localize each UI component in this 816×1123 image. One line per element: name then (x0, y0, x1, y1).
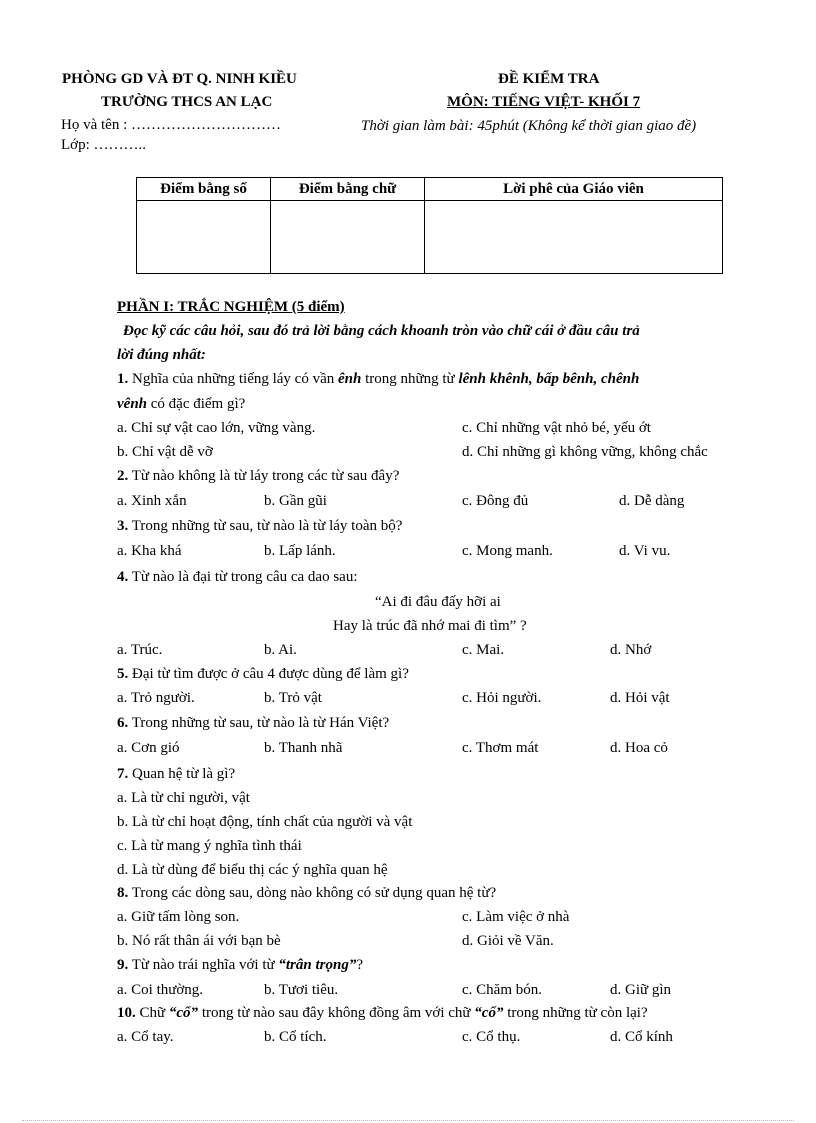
answer-row (117, 444, 762, 466)
answer-option-a[interactable]: a. Là từ chỉ người, vật (117, 790, 250, 806)
answer-option-b[interactable]: b. Thanh nhã (264, 740, 343, 756)
answer-option-c[interactable]: c. Cổ thụ. (462, 1029, 521, 1045)
exam-time (361, 118, 696, 135)
question-1 (117, 371, 639, 388)
answer-option-c[interactable]: c. Là từ mang ý nghĩa tình thái (117, 838, 302, 854)
question-text: trong những từ (361, 371, 459, 387)
student-name-field: Họ và tên : ………………………… (61, 117, 281, 133)
grade-col-comment: Lời phê của Giáo viên (425, 178, 723, 201)
answer-row (117, 690, 762, 712)
answer-row (117, 420, 762, 442)
answer-option-b[interactable]: b. Gần gũi (264, 493, 327, 509)
answer-row (117, 909, 762, 931)
answer-row (117, 933, 762, 955)
question-text: Từ nào không là từ láy trong các từ sau đây? (128, 468, 400, 484)
answer-option-b[interactable]: b. Cổ tích. (264, 1029, 327, 1045)
question-number: 4. (117, 569, 129, 585)
question-emphasis: lênh khênh, bấp bênh, chênh (458, 371, 640, 387)
question-8 (117, 885, 496, 902)
school-department: PHÒNG GD VÀ ĐT Q. NINH KIỀU (62, 71, 297, 87)
question-4 (117, 569, 358, 586)
instruction-line-2: lời đúng nhất: (117, 347, 206, 363)
question-9 (117, 957, 363, 974)
question-number: 6. (117, 715, 129, 731)
question-emphasis: vênh (117, 396, 147, 412)
grade-col-number: Điểm bằng số (137, 178, 271, 201)
answer-option-a[interactable]: a. Trúc. (117, 642, 163, 658)
question-number: 5. (117, 666, 129, 682)
answer-option-d[interactable]: d. Hoa cỏ (610, 740, 668, 756)
answer-option-c[interactable]: c. Làm việc ở nhà (462, 909, 570, 925)
answer-option-b[interactable]: b. Tươi tiêu. (264, 982, 339, 998)
answer-option-a[interactable]: a. Kha khá (117, 543, 182, 559)
grade-cell-number (137, 201, 271, 274)
grade-cell-words (271, 201, 425, 274)
answer-row (117, 642, 762, 664)
answer-option-d[interactable]: d. Dễ dàng (619, 493, 685, 509)
question-text: Từ nào trái nghĩa với từ (128, 957, 279, 973)
answer-option-d[interactable]: d. Hỏi vật (610, 690, 670, 706)
answer-option-c[interactable]: c. Đông đủ (462, 493, 529, 509)
answer-option-a[interactable]: a. Trỏ người. (117, 690, 195, 706)
question-text: Quan hệ từ là gì? (128, 766, 236, 782)
question-number: 7. (117, 766, 129, 782)
answer-option-d[interactable]: d. Giỏi về Văn. (462, 933, 554, 949)
question-text: Nghĩa của những tiếng láy có vần (128, 371, 338, 387)
answer-option-a[interactable]: a. Chỉ sự vật cao lớn, vững vàng. (117, 420, 316, 436)
answer-row (117, 493, 762, 515)
question-1-line-2 (117, 396, 245, 413)
answer-option-b[interactable]: b. Là từ chỉ hoạt động, tính chất của người và vật (117, 814, 413, 830)
answer-option-b[interactable]: b. Lấp lánh. (264, 543, 336, 559)
student-class-field: Lớp: ……….. (61, 137, 147, 153)
question-number: 3. (117, 518, 129, 534)
exam-subject: MÔN: TIẾNG VIỆT- KHỐI 7 (447, 94, 641, 110)
question-number: 2. (117, 468, 129, 484)
answer-row (117, 740, 762, 762)
answer-option-c[interactable]: c. Chỉ những vật nhỏ bé, yếu ớt (462, 420, 651, 436)
answer-option-a[interactable]: a. Cổ tay. (117, 1029, 174, 1045)
question-text: Trong những từ sau, từ nào là từ láy toàn bộ? (128, 518, 403, 534)
question-number: 1. (117, 371, 129, 387)
grade-col-words: Điểm bằng chữ (271, 178, 425, 201)
answer-option-c[interactable]: c. Mai. (462, 642, 505, 658)
answer-option-d[interactable]: d. Vi vu. (619, 543, 671, 559)
question-emphasis: ênh (338, 371, 362, 387)
instruction-line-1: Đọc kỹ các câu hỏi, sau đó trả lời bằng cách khoanh tròn vào chữ cái ở đầu câu trả (123, 323, 640, 339)
question-text: Từ nào là đại từ trong câu ca dao sau: (128, 569, 358, 585)
answer-option-c[interactable]: c. Thơm mát (462, 740, 539, 756)
exam-time-value: 45phút (Không kể thời gian giao đề) (477, 118, 697, 134)
exam-title: ĐỀ KIỂM TRA (498, 71, 600, 87)
question-text: trong từ nào sau đây không đồng âm với chữ (198, 1005, 475, 1021)
question-text: Đại từ tìm được ở câu 4 được dùng để làm gì? (128, 666, 409, 682)
answer-option-a[interactable]: a. Giữ tấm lòng son. (117, 909, 240, 925)
answer-option-d[interactable]: d. Cổ kính (610, 1029, 673, 1045)
grade-cell-comment (425, 201, 723, 274)
verse-line-2: Hay là trúc đã nhớ mai đi tìm” ? (333, 618, 527, 634)
answer-option-c[interactable]: c. Hỏi người. (462, 690, 542, 706)
question-5 (117, 666, 409, 683)
question-7 (117, 766, 235, 783)
question-text: ? (356, 957, 364, 973)
answer-option-d[interactable]: d. Chỉ những gì không vững, không chắc (462, 444, 708, 460)
answer-option-d[interactable]: d. Là từ dùng để biểu thị các ý nghĩa quan hệ (117, 862, 388, 878)
question-text: trong những từ còn lại? (503, 1005, 648, 1021)
answer-option-b[interactable]: b. Chỉ vật dễ vỡ (117, 444, 213, 460)
answer-option-d[interactable]: d. Nhớ (610, 642, 652, 658)
answer-option-a[interactable]: a. Xinh xắn (117, 493, 187, 509)
answer-option-c[interactable]: c. Mong manh. (462, 543, 553, 559)
question-3 (117, 518, 402, 535)
answer-option-c[interactable]: c. Chăm bón. (462, 982, 542, 998)
grade-table (136, 177, 723, 274)
answer-option-d[interactable]: d. Giữ gìn (610, 982, 672, 998)
question-6 (117, 715, 389, 732)
answer-option-b[interactable]: b. Trỏ vật (264, 690, 322, 706)
answer-option-a[interactable]: a. Coi thường. (117, 982, 204, 998)
section-title: PHẦN I: TRẮC NGHIỆM (5 điểm) (117, 299, 345, 315)
answer-option-b[interactable]: b. Nó rất thân ái với bạn bè (117, 933, 281, 949)
answer-row (117, 982, 762, 1004)
question-number: 8. (117, 885, 129, 901)
answer-option-b[interactable]: b. Ai. (264, 642, 297, 658)
question-text: Trong những từ sau, từ nào là từ Hán Việt? (128, 715, 390, 731)
answer-option-a[interactable]: a. Cơn gió (117, 740, 180, 756)
question-number: 9. (117, 957, 129, 973)
question-10 (117, 1005, 648, 1022)
verse-line-1: “Ai đi đâu đấy hỡi ai (375, 594, 501, 610)
answer-row (117, 1029, 762, 1051)
question-number: 10. (117, 1005, 136, 1021)
question-emphasis: “cổ” (474, 1005, 504, 1021)
school-name: TRƯỜNG THCS AN LẠC (101, 94, 273, 110)
question-text: Chữ (135, 1005, 169, 1021)
question-emphasis: “trân trọng” (278, 957, 357, 973)
page-bottom-divider (22, 1120, 794, 1121)
question-text: có đặc điểm gì? (147, 396, 246, 412)
answer-row (117, 543, 762, 565)
question-text: Trong các dòng sau, dòng nào không có sử dụng quan hệ từ? (128, 885, 497, 901)
question-2 (117, 468, 399, 485)
exam-time-prefix: Thời gian làm bài: (361, 118, 478, 134)
question-emphasis: “cổ” (168, 1005, 199, 1021)
